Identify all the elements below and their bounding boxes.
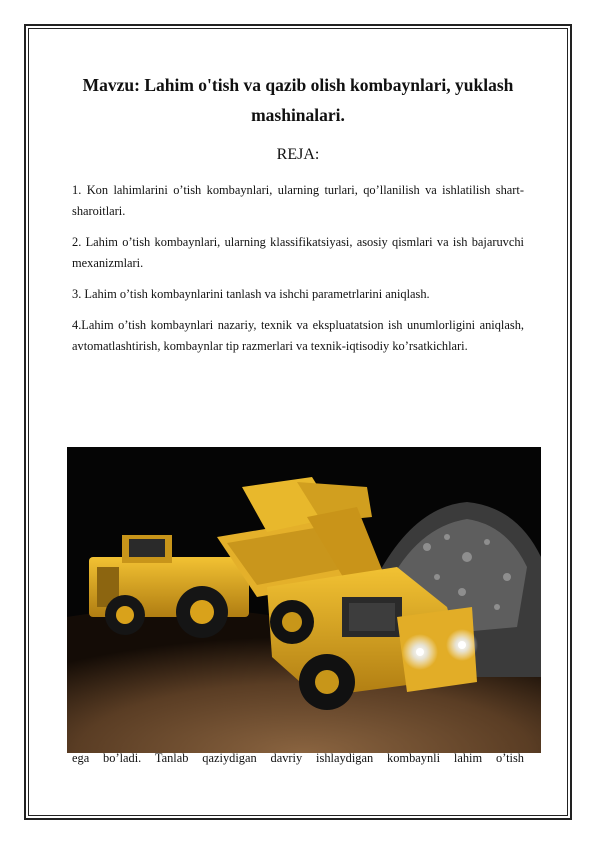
reja-heading: REJA: <box>276 146 320 163</box>
plan-item-4: 4.Lahim o’tish kombaynlari nazariy, texnik va ekspluatatsion ish unumlorligini aniqlash, avtomatlashtirish, kombaynlar tip razmerlari va texnik-iqtisodiy ko’rsatkichlari. <box>72 318 524 353</box>
mining-loader-photo <box>67 447 541 753</box>
plan-item-2: 2. Lahim o’tish kombaynlari, ularning klassifikatsiyasi, asosiy qismlari va ish bajaruvchi mexanizmlari. <box>72 235 524 270</box>
continuation-text: ega bo’ladi. Tanlab qaziydigan davriy ishlaydigan kombaynli lahim o’tish <box>72 751 524 765</box>
loader-illustration <box>67 447 541 753</box>
plan-item-1: 1. Kon lahimlarini o’tish kombaynlari, ularning turlari, qo’llanilish va ishlatilish shart-sharoitlari. <box>72 183 524 218</box>
plan-list <box>72 180 524 367</box>
document-title: Mavzu: Lahim o'tish va qazib olish kombaynlari, yuklash mashinalari. <box>82 75 514 125</box>
plan-item-3: 3. Lahim o’tish kombaynlarini tanlash va ishchi parametrlarini aniqlash. <box>72 287 430 301</box>
